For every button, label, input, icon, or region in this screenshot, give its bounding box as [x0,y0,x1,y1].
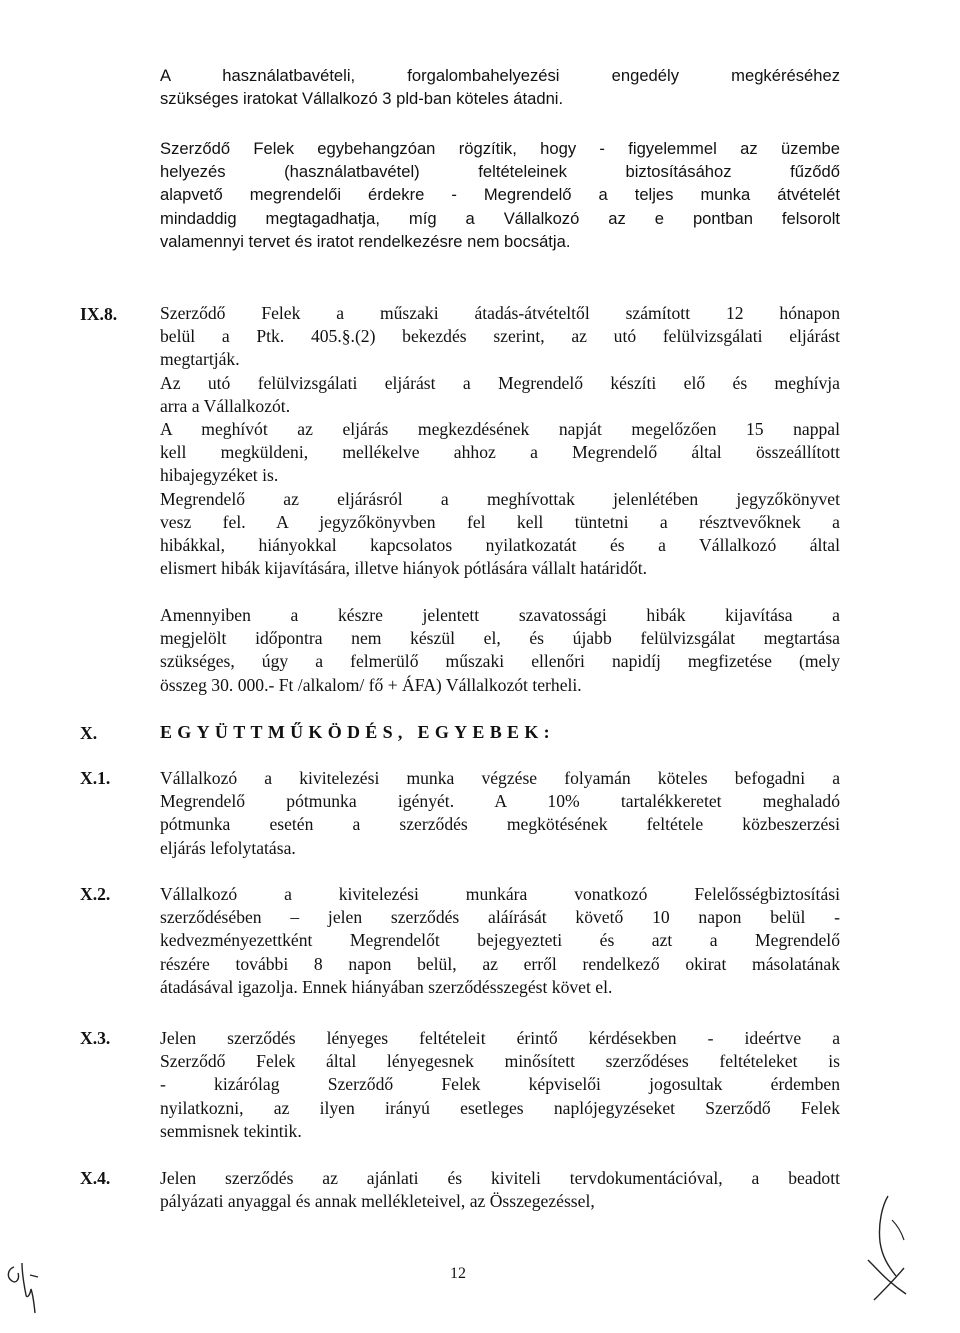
paragraph-handover-documents [160,64,840,110]
text-line: Jelen szerződés az ajánlati és kiviteli tervdokumentációval, a beadott [160,1168,840,1188]
paragraph-contract-documents [160,1167,840,1213]
text-line: szerződésében – jelen szerződés aláírását követő 10 napon belül - [160,907,840,928]
paragraph-essential-terms [160,1027,840,1143]
section-number-x4: X.4. [80,1168,111,1188]
text-line: Szerződő Felek egybehangzóan rögzítik, hogy - figyelemmel az üzembe [160,139,840,158]
page-number: 12 [450,1265,466,1282]
section-number-x3: X.3. [80,1028,111,1048]
text-line: Jelen szerződés lényeges feltételeit érintő kérdésekben - ideértve a [160,1028,840,1048]
text-line: megjelölt időpontra nem készül el, és újabb felülvizsgálat megtartása [160,628,840,649]
text-line: kedvezményezettként Megrendelőt bejegyezteti és azt a Megrendelő [160,930,840,951]
text-line: részére további 8 napon belül, az erről rendelkező okirat másolatának [160,953,840,974]
text-line: Amennyiben a készre jelentett szavatossági hibák kijavítása a [160,605,840,625]
text-line: semmisnek tekintik. [160,1120,302,1141]
text-line: helyezés (használatbavétel) feltételeinek biztosításához fűződő [160,162,840,182]
text-line: Vállalkozó a kivitelezési munka végzése folyamán köteles befogadni a [160,768,840,788]
text-line: nyilatkozni, az ilyen irányú esetleges naplójegyzéseket Szerződő Felek [160,1097,840,1118]
section-number-ix8: IX.8. [80,304,118,324]
paragraph-post-inspection [160,302,840,580]
text-line: hibákkal, hiányokkal kapcsolatos nyilatkozatát és a Vállalkozó által [160,535,840,556]
text-line: szükséges iratokat Vállalkozó 3 pld-ban köteles átadni. [160,89,564,109]
text-line: hibajegyzéket is. [160,465,279,486]
text-line: Szerződő Felek által lényegesnek minősített szerződéses feltételeket is [160,1051,840,1072]
text-line: Szerződő Felek a műszaki átadás-átvételtől számított 12 hónapon [160,303,840,323]
text-line: A meghívót az eljárás megkezdésének napját megelőzően 15 nappal [160,419,840,440]
text-line: összeg 30. 000.- Ft /alkalom/ fő + ÁFA) Vállalkozót terheli. [160,674,582,695]
text-line: kell megküldeni, mellékelve ahhoz a Megrendelő által összeállított [160,442,840,463]
text-line: Megrendelő az eljárásról a meghívottak jelenlétében jegyzőkönyvet [160,488,840,509]
text-line: megtartják. [160,349,240,370]
text-line: Az utó felülvizsgálati eljárást a Megrendelő készíti elő és meghívja [160,372,840,393]
paragraph-acceptance-refusal [160,137,840,253]
paragraph-extra-work [160,767,840,860]
section-number-x: X. [80,723,98,743]
text-line: pótmunka esetén a szerződés megkötésének feltétele közbeszerzési [160,814,840,835]
text-line: valamennyi tervet és iratot rendelkezésre nem bocsátja. [160,231,571,251]
section-number-x1: X.1. [80,768,111,788]
text-line: mindaddig megtagadhatja, míg a Vállalkozó az e pontban felsorolt [160,208,840,228]
text-line: szükséges, úgy a felmerülő műszaki ellenőri napidíj megfizetése (mely [160,651,840,672]
text-line: vesz fel. A jegyzőkönyvben fel kell tüntetni a résztvevőknek a [160,511,840,532]
right-initials-signature [848,1190,928,1310]
text-line: alapvető megrendelői érdekre - Megrendelő a teljes munka átvételét [160,185,840,205]
text-line: belül a Ptk. 405.§.(2) bekezdés szerint, az utó felülvizsgálati eljárást [160,326,840,347]
text-line: A használatbavételi, forgalombahelyezési engedély megkéréséhez [160,66,840,85]
section-number-x2: X.2. [80,884,111,904]
left-initials-signature [0,1255,60,1325]
paragraph-liability-insurance [160,883,840,999]
text-line: Megrendelő pótmunka igényét. A 10% tartalékkeretet meghaladó [160,791,840,812]
text-line: - kizárólag Szerződő Felek képviselői jogosultak érdemben [160,1074,840,1095]
text-line: pályázati anyaggal és annak mellékleteivel, az Összegezéssel, [160,1191,595,1212]
section-heading-cooperation: EGYÜTTMŰKÖDÉS, EGYEBEK: [160,722,555,742]
text-line: átadásával igazolja. Ennek hiányában szerződésszegést követ el. [160,976,613,997]
paragraph-defect-repair-fee [160,604,840,697]
text-line: eljárás lefolytatása. [160,837,296,858]
text-line: elismert hibák kijavítására, illetve hiányok pótlására vállalt határidőt. [160,558,648,579]
text-line: Vállalkozó a kivitelezési munkára vonatkozó Felelősségbiztosítási [160,884,840,904]
text-line: arra a Vállalkozót. [160,395,291,416]
